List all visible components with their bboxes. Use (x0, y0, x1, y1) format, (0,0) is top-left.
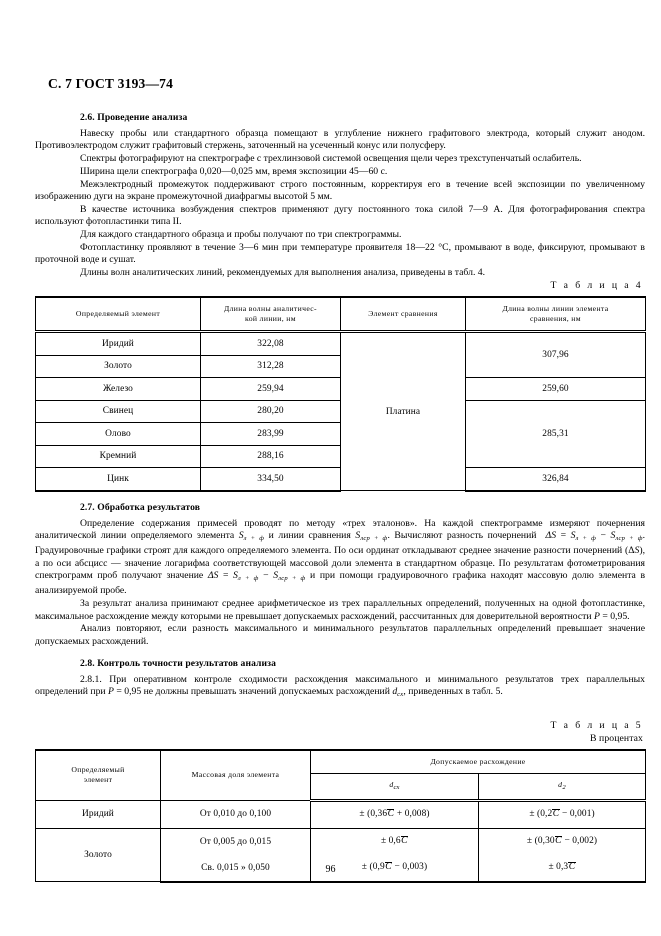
paragraph: Межэлектродный промежуток поддерживают строго постоянным, корректируя его в течение всей экспозиции по увеличенному изображению дуги на экране промежуточной диафрагмы высотой 5 мм. (35, 178, 645, 203)
cell-d-sx: ± (0,9C − 0,003) (311, 855, 479, 882)
c-bar-symbol: C (555, 836, 562, 847)
table-row (36, 332, 646, 356)
table-4-header-ref-element: Элемент сравнения (341, 297, 466, 332)
symbol-S: S (238, 529, 244, 541)
text-run: . Вычисляют разность почернений (387, 529, 541, 541)
text-run: = 0,95 не должны превышать значений допускаемых расхождений (113, 686, 393, 698)
paragraph: Фотопластинку проявляют в течение 3—6 мин при температуре проявителя 18—22 °C, промывают в воде, фиксируют, промывают в проточной воде и сушат. (35, 242, 645, 266)
cell-ref-wavelength: 307,96 (466, 332, 646, 378)
c-bar-symbol: C (401, 836, 408, 847)
table-5-units-note: В процентах (589, 732, 643, 744)
table-4-header-wavelength: Длина волны аналитичес- кой линии, нм (201, 297, 341, 332)
cell-ref-wavelength: 285,31 (466, 400, 646, 468)
symbol-d: d (392, 686, 398, 698)
cell-d-2: ± (0,30C − 0,002) (479, 828, 646, 855)
cell-d-2: ± 0,3C (479, 855, 646, 882)
text-run: 2.8.1. При оперативном контроле сходимости расхождения максимального и минимального результатов трех параллельных определений при (35, 674, 645, 698)
table-5-header-group-tolerance: Допускаемое расхождение (311, 750, 646, 774)
cell-element: Иридий (36, 800, 161, 828)
paragraph: Длины волн аналитических линий, рекомендуемых для выполнения анализа, приведены в табл. 4. (80, 267, 486, 279)
cell-wavelength: 312,28 (201, 355, 341, 378)
cell-element: Свинец (36, 400, 201, 423)
table-row (36, 800, 646, 828)
cell-mass-fraction: От 0,010 до 0,100 (161, 800, 311, 828)
paragraph-2-7-3: Анализ повторяют, если разность максимального и минимального результатов параллельных определений превышает значение допускаемых расхождений. (35, 623, 645, 647)
cell-wavelength: 259,94 (201, 378, 341, 401)
table-4 (35, 296, 646, 492)
cell-d-sx: ± (0,36C + 0,008) (311, 800, 479, 828)
cell-element: Иридий (36, 332, 201, 356)
cell-mass-fraction: От 0,005 до 0,015 (161, 828, 311, 855)
subscript-line-plus-fog: л + ф (575, 534, 596, 542)
cell-wavelength: 322,08 (201, 332, 341, 356)
cell-d-2: ± (0,2C − 0,001) (479, 800, 646, 828)
section-heading-2-7: 2.7. Обработка результатов (80, 501, 201, 513)
symbol-S: S (273, 570, 279, 581)
cell-mass-fraction: Св. 0,015 » 0,050 (161, 855, 311, 882)
paragraph: Ширина щели спектрографа 0,020—0,025 мм, время экспозиции 45—60 с. (80, 166, 388, 178)
symbol-S: S (634, 545, 640, 557)
cell-ref-wavelength: 326,84 (466, 468, 646, 491)
cell-element: Олово (36, 423, 201, 446)
table-5-header-d-2: $d_2$ (479, 773, 646, 800)
table-4-header-element: Определяемый элемент (36, 297, 201, 332)
subscript-convergence: сх (397, 691, 404, 699)
cell-wavelength: 288,16 (201, 445, 341, 468)
text-run: Определение содержания примесей проводят по методу «трех эталонов». На каждой спектрограмме измеряют почернения аналитической линии определяемого элемента (35, 517, 645, 541)
paragraph: В качестве источника возбуждения спектров применяют дугу постоянного тока силой 7—9 А. Для фотографирования спектра используют фотопластинки типа II. (35, 204, 645, 228)
cell-element: Железо (36, 378, 201, 401)
cell-element: Золото (36, 828, 161, 882)
text-run: = 0,95. (599, 610, 630, 622)
paragraph: Навеску пробы или стандартного образца помещают в углубление нижнего графитового электрода, который служит анодом. Противоэлектродом служит графитовый стержень, заточенный на усеченный конус или полусферу. (35, 128, 645, 152)
cell-ref-wavelength: 259,60 (466, 378, 646, 401)
c-bar-symbol: C (385, 862, 392, 873)
symbol-S: S (355, 529, 361, 541)
subscript-ref-line-plus-fog: лср + ф (615, 534, 643, 542)
text-run: , приведенных в табл. 5. (403, 686, 503, 698)
table-4-caption: Т а б л и ц а 4 (550, 280, 643, 292)
formula-delta-S: ΔS (545, 529, 557, 541)
text-run: За результат анализа принимают среднее арифметическое из трех параллельных определений, полученных на одной фотопластинке, максимальное расхождение между которыми не превышает допускаемых расхождений, рассчитанных для доверительной вероятности (35, 598, 645, 622)
formula-delta-S: ΔS (207, 570, 219, 581)
cell-element: Цинк (36, 468, 201, 491)
paragraph: Для каждого стандартного образца и пробы получают по три спектрограммы. (80, 229, 402, 241)
c-bar-symbol: C (387, 809, 394, 820)
cell-d-sx: ± 0,6C (311, 828, 479, 855)
symbol-S: S (233, 570, 238, 581)
table-5-caption: Т а б л и ц а 5 (550, 719, 643, 731)
subscript-ref-line-plus-fog: лср + ф (278, 575, 306, 582)
symbol-P: P (593, 610, 600, 622)
cell-wavelength: 334,50 (201, 468, 341, 491)
section-heading-2-6: 2.6. Проведение анализа (80, 112, 188, 123)
c-bar-symbol: C (568, 862, 576, 873)
text-run: и при помощи градуировочного графика находят массовую долю элемента в анализируемой пробе. (35, 570, 646, 597)
text-run: . Градуировочные графики строят для каждого определяемого элемента. По оси ординат откладывают среднее значение разности почернений (Δ (35, 529, 645, 557)
paragraph: Спектры фотографируют на спектрографе с трехлинзовой системой освещения щели через трехступенчатый ослабитель. (80, 153, 582, 165)
cell-wavelength: 283,99 (201, 423, 341, 446)
table-4-header-ref-wavelength: Длина волны линии элемента сравнения, нм (466, 297, 646, 332)
cell-element: Кремний (36, 445, 201, 468)
subscript-ref-line-plus-fog: лср + ф (360, 534, 388, 542)
paragraph-2-7-1: Определение содержания примесей проводят по методу «трех эталонов». На каждой спектрограмме измеряют почернения аналитической линии определяемого элемента $S_{л + ф}$ и линии сравнения $S_{лср + ф}$. Вычисляют разность почернений $\Delta S = S_{л + ф} - S_{лср + ф}$. Градуировочные графики строят для каждого определяемого элемента. По оси ординат откладывают среднее значение разности почернений (ΔS), а по оси абсцисс — значение логарифма соответствующей массовой доли элемента в стандартном образце. По результатам фотометрирования спектрограмм проб получают значение $\Delta S = S_{л + ф} - S_{лср + ф}$ и при помощи градуировочного графика находят массовую долю элемента в анализируемой пробе. (35, 517, 646, 597)
symbol-S: S (610, 529, 616, 541)
page-number: 96 (325, 864, 336, 875)
cell-wavelength: 280,20 (201, 400, 341, 423)
text-run: ), а по оси абсцисс — значение логарифма соответствующей массовой доли элемента в стандартном образце. По результатам фотометрирования спектрограмм проб получают значение (35, 545, 645, 581)
c-bar-symbol: C (552, 809, 560, 820)
page-content (35, 112, 645, 883)
subscript-line-plus-fog: л + ф (243, 534, 265, 542)
table-row (36, 828, 646, 855)
cell-element: Золото (36, 355, 201, 378)
cell-reference-element: Платина (341, 332, 466, 491)
table-5-header-element: Определяемый элемент (36, 750, 161, 801)
paragraph-2-8-1 (35, 674, 645, 702)
table-5-header-d-sx: $d_{сх}$ (311, 773, 479, 800)
paragraph-2-7-2 (35, 598, 645, 623)
table-5-header-mass-fraction: Массовая доля элемента (161, 750, 311, 801)
text-run: и линии сравнения (264, 529, 356, 541)
page-header: С. 7 ГОСТ 3193—74 (48, 76, 174, 91)
symbol-P: P (108, 686, 114, 698)
symbol-S: S (570, 529, 576, 541)
section-heading-2-8: 2.8. Контроль точности результатов анализа (80, 658, 277, 670)
table-5 (35, 749, 646, 883)
subscript-line-plus-fog: л + ф (237, 575, 259, 582)
